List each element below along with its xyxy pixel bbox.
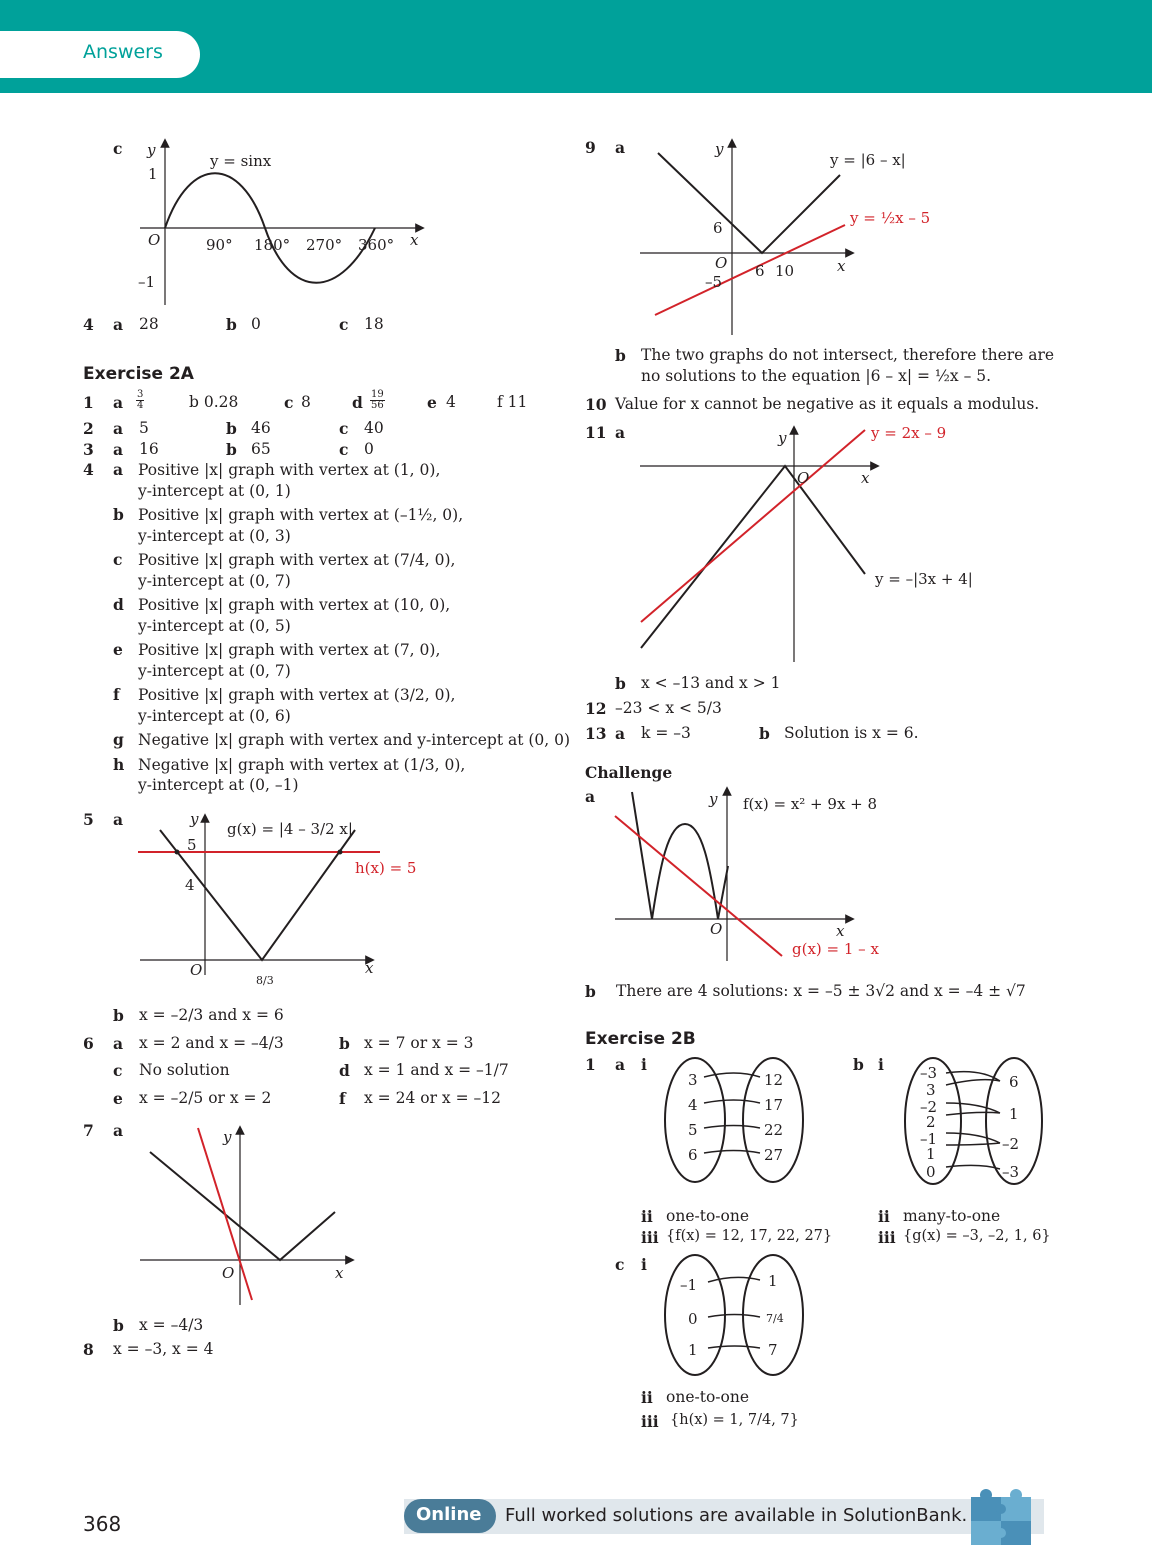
svg-text:3: 3 (688, 1071, 698, 1089)
q1-num: 1 (83, 393, 94, 412)
origin: O (148, 231, 161, 249)
svg-text:O: O (222, 1264, 235, 1282)
svg-text:27: 27 (764, 1146, 784, 1164)
q3-b: b (226, 440, 237, 459)
q4-2a-num: 4 (83, 460, 94, 479)
svg-text:x: x (861, 469, 870, 487)
q1-c: c (284, 393, 294, 412)
q10-text: Value for x cannot be negative as it equals a modulus. (615, 395, 1040, 413)
q2-b: b (226, 419, 237, 438)
q2-c-val: 40 (364, 419, 384, 437)
q7-graph (130, 1120, 370, 1310)
q10-num: 10 (585, 395, 607, 414)
q3c-label: c (113, 139, 123, 158)
q1-d: d (352, 393, 363, 412)
mapping-a (660, 1055, 810, 1190)
svg-text:6: 6 (755, 262, 765, 280)
q6-e: e (113, 1089, 123, 1108)
svg-text:5: 5 (187, 836, 197, 854)
ex2b-q1-a-i: i (641, 1055, 647, 1074)
tick-360: 360° (358, 236, 395, 254)
svg-text:–2: –2 (920, 1098, 938, 1116)
q13-num: 13 (585, 724, 607, 743)
q11-num: 11 (585, 423, 607, 442)
y-top: 1 (148, 165, 158, 183)
q1-d-frac: $\frac{19}{56}$ (371, 389, 384, 411)
ex2b-c-ii: ii (641, 1388, 653, 1407)
svg-text:3: 3 (926, 1081, 936, 1099)
q11-a: a (615, 423, 626, 442)
q6-num: 6 (83, 1034, 94, 1053)
ex2b-q1-c: c (615, 1255, 625, 1274)
q6-b: b (339, 1034, 350, 1053)
q6-f: f (339, 1089, 346, 1108)
challenge-b-text: There are 4 solutions: x = –5 ± 3√2 and x = –4 ± √7 (616, 982, 1026, 1000)
svg-text:–5: –5 (705, 273, 723, 291)
q6-a: a (113, 1034, 124, 1053)
q6-a-text: x = 2 and x = –4/3 (139, 1034, 284, 1052)
ex2b-a-iii-text: {f(x) = 12, 17, 22, 27} (666, 1228, 833, 1244)
q11-b: b (615, 674, 626, 693)
svg-text:x: x (837, 257, 846, 275)
q11-graph (635, 422, 980, 667)
svg-text:y: y (223, 1128, 232, 1146)
q4-c-val: 18 (364, 315, 384, 333)
online-label: Online (416, 1504, 482, 1525)
svg-text:5: 5 (688, 1121, 698, 1139)
exercise-2b-title: Exercise 2B (585, 1029, 696, 1049)
svg-text:O: O (710, 920, 723, 938)
svg-text:y: y (778, 429, 787, 447)
challenge-b: b (585, 982, 596, 1001)
q1-b: b 0.28 (189, 393, 239, 411)
ex2b-q1-a: a (615, 1055, 626, 1074)
q13-b-text: Solution is x = 6. (784, 724, 919, 742)
q4-b-val: 0 (251, 315, 261, 333)
challenge-graph (610, 786, 910, 966)
challenge-a: a (585, 787, 596, 806)
online-badge[interactable] (404, 1499, 496, 1533)
q3-b-val: 65 (251, 440, 271, 458)
section-tab (0, 31, 200, 78)
section-title: Answers (83, 41, 163, 63)
q1-a: a (113, 393, 124, 412)
q7-b-text: x = –4/3 (139, 1316, 204, 1334)
svg-text:0: 0 (688, 1310, 698, 1328)
q5-b: b (113, 1006, 124, 1025)
challenge-title: Challenge (585, 763, 673, 782)
svg-text:x: x (365, 959, 374, 977)
svg-text:y = 2x – 9: y = 2x – 9 (871, 424, 947, 442)
q8-text: x = –3, x = 4 (113, 1340, 214, 1358)
q9-b-line2: no solutions to the equation |6 – x| = ½x – 5. (641, 367, 992, 385)
q6-f-text: x = 24 or x = –12 (364, 1089, 501, 1107)
y-axis-label: y (147, 141, 156, 159)
q6-e-text: x = –2/5 or x = 2 (139, 1089, 272, 1107)
q4-2a-list: a Positive |x| graph with vertex at (1, 0), y-intercept at (0, 1) b Positive |x| graph with vertex at (–1½, 0), y-intercept at (0, 3) c Positive |x| graph with vertex at (7/4, 0), y-intercept at (0, 7) d Positive |x| graph with vertex at (10, 0), y-intercept at (0, 5) e Positive |x| graph with vertex at (7, 0), y-intercept at (0, 7) f Positive |x| graph with vertex at (3/2, 0), y-intercept at (0, 6) g Negative |x| graph with vertex and y-intercept at (0, 0) h Negative |x| graph with vertex at (1/3, 0), y-intercept at (0, –1) (113, 460, 571, 794)
svg-text:–2: –2 (1002, 1135, 1020, 1153)
q9-graph (635, 135, 945, 340)
svg-text:O: O (797, 469, 810, 487)
svg-text:O: O (715, 254, 728, 272)
ex2b-b-iii-text: {g(x) = –3, –2, 1, 6} (903, 1228, 1051, 1244)
svg-text:6: 6 (688, 1146, 698, 1164)
q6-d-text: x = 1 and x = –1/7 (364, 1061, 509, 1079)
sine-graph (130, 135, 430, 315)
svg-text:10: 10 (775, 262, 795, 280)
svg-text:4: 4 (688, 1096, 698, 1114)
svg-text:y: y (709, 790, 718, 808)
q4-a: a (113, 315, 124, 334)
ex2b-c-iii: iii (641, 1412, 659, 1431)
svg-text:7/4: 7/4 (766, 1312, 784, 1325)
q13-a: a (615, 724, 626, 743)
q13-a-text: k = –3 (641, 724, 691, 742)
q5-a: a (113, 810, 124, 829)
q8-num: 8 (83, 1340, 94, 1359)
q3-num: 3 (83, 440, 94, 459)
mapping-b (900, 1053, 1050, 1193)
q5-num: 5 (83, 810, 94, 829)
ex2b-q1-c-i: i (641, 1255, 647, 1274)
q6-d: d (339, 1061, 350, 1080)
q2-a-val: 5 (139, 419, 149, 437)
x-axis-label: x (410, 231, 419, 249)
svg-text:y = –|3x + 4|: y = –|3x + 4| (875, 570, 973, 588)
tick-180: 180° (254, 236, 291, 254)
svg-text:–3: –3 (1002, 1163, 1020, 1181)
ex2b-c-iii-text: {h(x) = 1, 7/4, 7} (670, 1412, 799, 1428)
svg-text:–3: –3 (920, 1064, 938, 1082)
q7-a: a (113, 1121, 124, 1140)
q1-f: f 11 (497, 393, 528, 411)
svg-text:17: 17 (764, 1096, 784, 1114)
q13-b: b (759, 724, 770, 743)
q9-num: 9 (585, 138, 596, 157)
svg-text:–1: –1 (920, 1130, 938, 1148)
q2-num: 2 (83, 419, 94, 438)
svg-text:4: 4 (185, 876, 195, 894)
q1-c-val: 8 (301, 393, 311, 411)
svg-text:1: 1 (688, 1341, 698, 1359)
ex2b-a-ii-text: one-to-one (666, 1207, 750, 1225)
svg-text:2: 2 (926, 1113, 936, 1131)
q4-a-val: 28 (139, 315, 159, 333)
svg-text:y: y (190, 810, 199, 828)
q3-c: c (339, 440, 349, 459)
q2-c: c (339, 419, 349, 438)
q12-text: –23 < x < 5/3 (615, 699, 722, 717)
svg-text:–1: –1 (680, 1276, 698, 1294)
svg-text:22: 22 (764, 1121, 784, 1139)
q2-b-val: 46 (251, 419, 271, 437)
svg-text:1: 1 (926, 1145, 936, 1163)
svg-text:6: 6 (713, 219, 723, 237)
q5-graph (130, 810, 430, 995)
q6-c: c (113, 1061, 123, 1080)
svg-text:1: 1 (768, 1272, 778, 1290)
q6-b-text: x = 7 or x = 3 (364, 1034, 474, 1052)
y-bot: –1 (138, 273, 156, 291)
page-number: 368 (83, 1512, 122, 1536)
svg-text:x: x (836, 922, 845, 940)
q4-b: b (226, 315, 237, 334)
ex2b-q1-b-i: i (878, 1055, 884, 1074)
q3-a: a (113, 440, 124, 459)
svg-text:8/3: 8/3 (256, 974, 274, 987)
curve-label: y = sinx (210, 152, 272, 170)
ex2b-c-ii-text: one-to-one (666, 1388, 750, 1406)
q3-a-val: 16 (139, 440, 159, 458)
footer-text: Full worked solutions are available in SolutionBank. (505, 1505, 968, 1526)
q2-a: a (113, 419, 124, 438)
ex2b-a-ii: ii (641, 1207, 653, 1226)
svg-text:y = |6 – x|: y = |6 – x| (830, 151, 906, 169)
q7-b: b (113, 1316, 124, 1335)
q12-num: 12 (585, 699, 607, 718)
svg-text:x: x (335, 1264, 344, 1282)
exercise-2a-title: Exercise 2A (83, 364, 194, 384)
ex2b-q1-num: 1 (585, 1055, 596, 1074)
puzzle-icon (965, 1485, 1040, 1550)
svg-text:y: y (715, 140, 724, 158)
ex2b-b-ii-text: many-to-one (903, 1207, 1001, 1225)
q9-b: b (615, 346, 626, 365)
svg-text:f(x) = x² + 9x + 8: f(x) = x² + 9x + 8 (743, 795, 878, 813)
ex2b-q1-b: b (853, 1055, 864, 1074)
q5-b-text: x = –2/3 and x = 6 (139, 1006, 284, 1024)
svg-text:7: 7 (768, 1341, 778, 1359)
svg-text:O: O (190, 961, 203, 979)
q4-num: 4 (83, 315, 94, 334)
ex2b-a-iii: iii (641, 1228, 659, 1247)
svg-text:6: 6 (1009, 1073, 1019, 1091)
svg-text:0: 0 (926, 1163, 936, 1181)
svg-text:1: 1 (1009, 1105, 1019, 1123)
q6-c-text: No solution (139, 1061, 230, 1079)
q9-b-line1: The two graphs do not intersect, therefore there are (641, 346, 1055, 364)
q9-a: a (615, 138, 626, 157)
mapping-c (660, 1252, 810, 1382)
svg-text:12: 12 (764, 1071, 784, 1089)
tick-270: 270° (306, 236, 343, 254)
q7-num: 7 (83, 1121, 94, 1140)
ex2b-b-iii: iii (878, 1228, 896, 1247)
q3-c-val: 0 (364, 440, 374, 458)
svg-text:g(x) = 1 – x: g(x) = 1 – x (792, 940, 879, 958)
q1-e: e (427, 393, 437, 412)
g-label: g(x) = |4 – 3/2 x| (227, 820, 353, 838)
q11-b-text: x < –13 and x > 1 (641, 674, 781, 692)
tick-90: 90° (206, 236, 233, 254)
q4-c: c (339, 315, 349, 334)
q1-e-val: 4 (446, 393, 456, 411)
ex2b-b-ii: ii (878, 1207, 890, 1226)
h-label: h(x) = 5 (355, 859, 417, 877)
svg-text:y = ½x – 5: y = ½x – 5 (850, 209, 931, 227)
q1-a-frac: $\frac{3}{4}$ (137, 389, 144, 411)
